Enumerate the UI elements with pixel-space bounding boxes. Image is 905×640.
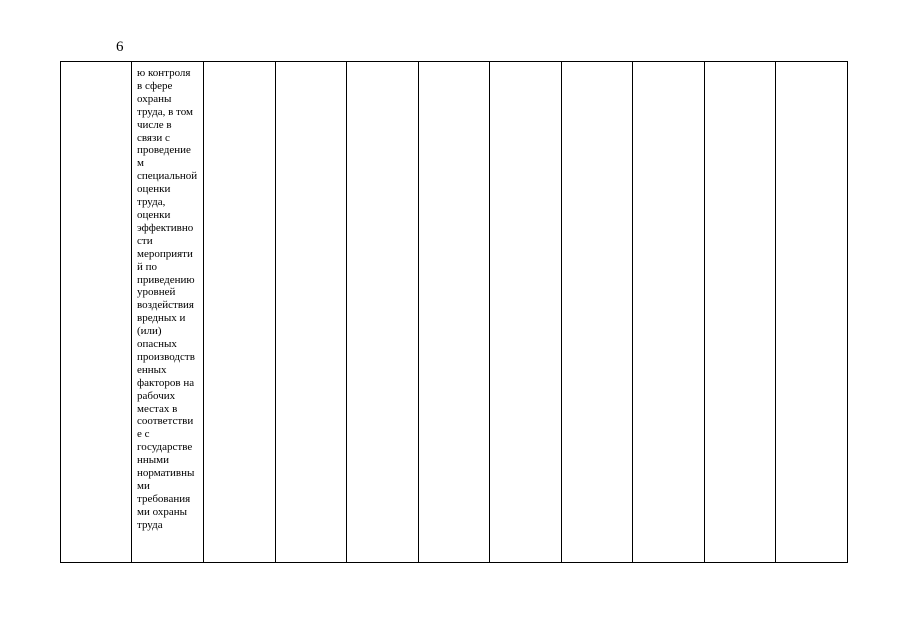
table-cell	[704, 62, 776, 563]
table-cell	[275, 62, 347, 563]
table-cell	[776, 62, 848, 563]
table-cell	[490, 62, 562, 563]
table-row	[61, 62, 848, 563]
table-cell	[561, 62, 633, 563]
table-cell-number	[61, 62, 132, 563]
table-cell	[347, 62, 419, 563]
page-number: 6	[116, 39, 124, 55]
report-table	[60, 61, 848, 563]
table-cell-description: ю контроля в сфере охраны труда, в том числе в связи с проведение м специальной оценки труда, оценки эффективно сти мероприяти й по приведению уровней воздействия вредных и (или) опасных производств енных факторов на рабочих местах в соответстви е с государстве нными нормативны ми требования ми охраны труда	[132, 62, 204, 563]
table-cell	[204, 62, 276, 563]
table-cell	[418, 62, 490, 563]
table-cell	[633, 62, 705, 563]
